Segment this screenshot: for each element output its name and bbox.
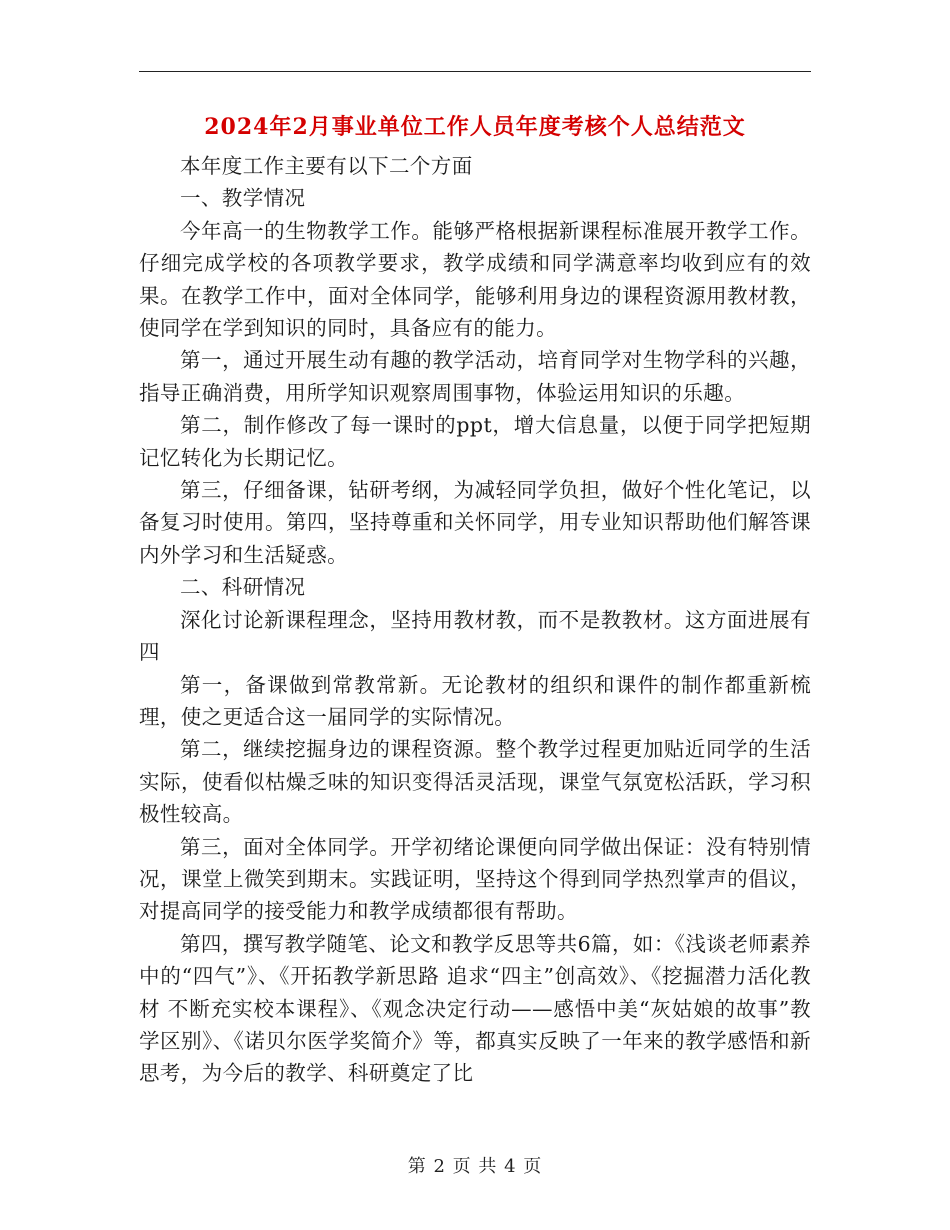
- paragraph: 第二，继续挖掘身边的课程资源。整个教学过程更加贴近同学的生活实际，使看似枯燥乏味的知识变得活灵活现，课堂气氛宽松活跃，学习积极性较高。: [139, 737, 811, 827]
- section-heading: 二、科研情况: [180, 575, 306, 600]
- page-number-footer: 第 2 页 共 4 页: [407, 1156, 543, 1177]
- document-title: 2024年2月事业单位工作人员年度考核个人总结范文: [204, 114, 746, 140]
- paragraph: 第一，备课做到常教常新。无论教材的组织和课件的制作都重新梳理，使之更适合这一届同学的实际情况。: [139, 672, 811, 729]
- paragraph: 今年高一的生物教学工作。能够严格根据新课程标准展开教学工作。仔细完成学校的各项教学要求，教学成绩和同学满意率均收到应有的效果。在教学工作中，面对全体同学，能够利用身边的课程资源用教材教，使同学在学到知识的同时，具备应有的能力。: [139, 218, 811, 341]
- document-body: [139, 150, 811, 1090]
- paragraph: 第二，制作修改了每一课时的ppt，增大信息量，以便于同学把短期记忆转化为长期记忆。: [139, 413, 811, 470]
- paragraph: 第三，仔细备课，钻研考纲，为减轻同学负担，做好个性化笔记，以备复习时使用。第四，坚持尊重和关怀同学，用专业知识帮助他们解答课内外学习和生活疑惑。: [139, 478, 811, 567]
- header-rule: [139, 71, 811, 72]
- section-heading: 一、教学情况: [180, 186, 306, 211]
- paragraph: 本年度工作主要有以下二个方面: [180, 154, 473, 178]
- paragraph: 第三，面对全体同学。开学初绪论课便向同学做出保证：没有特别情况，课堂上微笑到期末。实践证明，坚持这个得到同学热烈掌声的倡议，对提高同学的接受能力和教学成绩都很有帮助。: [139, 834, 811, 924]
- paragraph: 第一，通过开展生动有趣的教学活动，培育同学对生物学科的兴趣，指导正确消费，用所学知识观察周围事物，体验运用知识的乐趣。: [139, 348, 811, 405]
- paragraph: 第四，撰写教学随笔、论文和教学反思等共6篇，如：《浅谈老师素养中的“四气”》、《开拓教学新思路 追求“四主”创高效》、《挖掘潜力活化教材 不断充实校本课程》、《观念决定行动——感悟中美“灰姑娘的故事”教学区别》、《诺贝尔医学奖简介》等，都真实反映了一年来的教学感悟和新思考，为今后的教学、科研奠定了比: [139, 931, 811, 1086]
- paragraph: 深化讨论新课程理念，坚持用教材教，而不是教教材。这方面进展有四: [139, 607, 811, 665]
